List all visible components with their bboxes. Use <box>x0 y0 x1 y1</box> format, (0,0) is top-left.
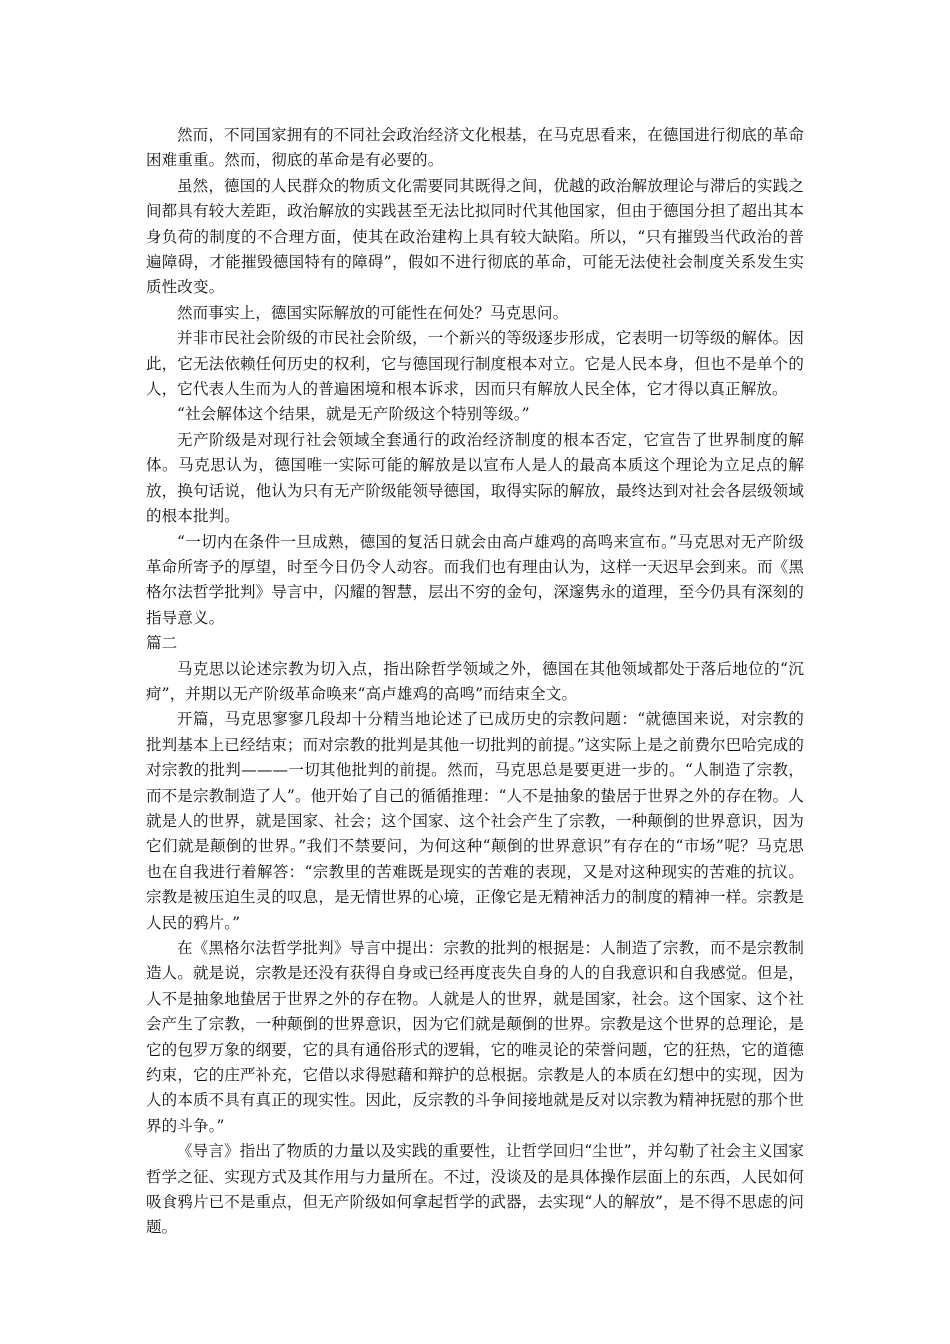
paragraph: 并非市民社会阶级的市民社会阶级，一个新兴的等级逐步形成，它表明一切等级的解体。因此，它无法依赖任何历史的权利，它与德国现行制度根本对立。它是人民本身，但也不是单个的人，它代表人生而为人的普遍困境和根本诉求，因而只有解放人民全体，它才得以真正解放。 <box>146 329 804 399</box>
paragraph: 虽然，德国的人民群众的物质文化需要同其既得之间，优越的政治解放理论与滞后的实践之间都具有较大差距，政治解放的实践甚至无法比拟同时代其他国家，但由于德国分担了超出其本身负荷的制度的不合理方面，使其在政治建构上具有较大缺陷。所以，“只有摧毁当代政治的普遍障碍，才能摧毁德国特有的障碍”，假如不进行彻底的革命，可能无法使社会制度关系发生实质性改变。 <box>146 176 804 297</box>
paragraph: “社会解体这个结果，就是无产阶级这个特别等级。” <box>177 405 530 424</box>
paragraph: 然而事实上，德国实际解放的可能性在何处？马克思问。 <box>177 303 569 322</box>
paragraph: 马克思以论述宗教为切入点，指出除哲学领域之外，德国在其他领域都处于落后地位的“沉疴”，并期以无产阶级革命唤来“高卢雄鸡的高鸣”而结束全文。 <box>146 659 804 703</box>
paragraph: 无产阶级是对现行社会领域全套通行的政治经济制度的根本否定，它宣告了世界制度的解体。马克思认为，德国唯一实际可能的解放是以宣布人是人的最高本质这个理论为立足点的解放，换句话说，他认为只有无产阶级能领导德国，取得实际的解放，最终达到对社会各层级领域的根本批判。 <box>146 430 804 526</box>
paragraph: 然而，不同国家拥有的不同社会政治经济文化根基，在马克思看来，在德国进行彻底的革命困难重重。然而，彻底的革命是有必要的。 <box>146 126 804 170</box>
document-body <box>146 123 804 1241</box>
section-title: 篇二 <box>146 634 178 653</box>
paragraph: 开篇，马克思寥寥几段却十分精当地论述了已成历史的宗教问题：“就德国来说，对宗教的批判基本上已经结束；而对宗教的批判是其他一切批判的前提。”这实际上是之前费尔巴哈完成的对宗教的批判———一切其他批判的前提。然而，马克思总是要更进一步的。“人制造了宗教，而不是宗教制造了人”。他开始了自己的循循推理：“人不是抽象的蛰居于世界之外的存在物。人就是人的世界，就是国家、社会；这个国家、这个社会产生了宗教，一种颠倒的世界意识，因为它们就是颠倒的世界。”我们不禁要问，为何这种“颠倒的世界意识”有存在的“市场”呢？马克思也在自我进行着解答：“宗教里的苦难既是现实的苦难的表现，又是对这种现实的苦难的抗议。宗教是被压迫生灵的叹息，是无情世界的心境，正像它是无精神活力的制度的精神一样。宗教是人民的鸦片。” <box>146 710 804 932</box>
paragraph: 《导言》指出了物质的力量以及实践的重要性，让哲学回归“尘世”，并勾勒了社会主义国家哲学之征、实现方式及其作用与力量所在。不过，没谈及的是具体操作层面上的东西，人民如何吸食鸦片已不是重点，但无产阶级如何拿起哲学的武器，去实现“人的解放”，是不得不思虑的问题。 <box>146 1142 804 1237</box>
paragraph: “一切内在条件一旦成熟，德国的复活日就会由高卢雄鸡的高鸣来宣布。”马克思对无产阶级革命所寄予的厚望，时至今日仍令人动容。而我们也有理由认为，这样一天迟早会到来。而《黑格尔法哲学批判》导言中，闪耀的智慧，层出不穷的金句，深邃隽永的道理，至今仍具有深刻的指导意义。 <box>146 532 804 627</box>
paragraph: 在《黑格尔法哲学批判》导言中提出：宗教的批判的根据是：人制造了宗教，而不是宗教制造人。就是说，宗教是还没有获得自身或已经再度丧失自身的人的自我意识和自我感觉。但是，人不是抽象地蛰居于世界之外的存在物。人就是人的世界，就是国家，社会。这个国家、这个社会产生了宗教，一种颠倒的世界意识，因为它们就是颠倒的世界。宗教是这个世界的总理论，是它的包罗万象的纲要，它的具有通俗形式的逻辑，它的唯灵论的荣誉问题，它的狂热，它的道德约束，它的庄严补充，它借以求得慰藉和辩护的总根据。宗教是人的本质在幻想中的实现，因为人的本质不具有真正的现实性。因此，反宗教的斗争间接地就是反对以宗教为精神抚慰的那个世界的斗争。” <box>146 939 804 1135</box>
